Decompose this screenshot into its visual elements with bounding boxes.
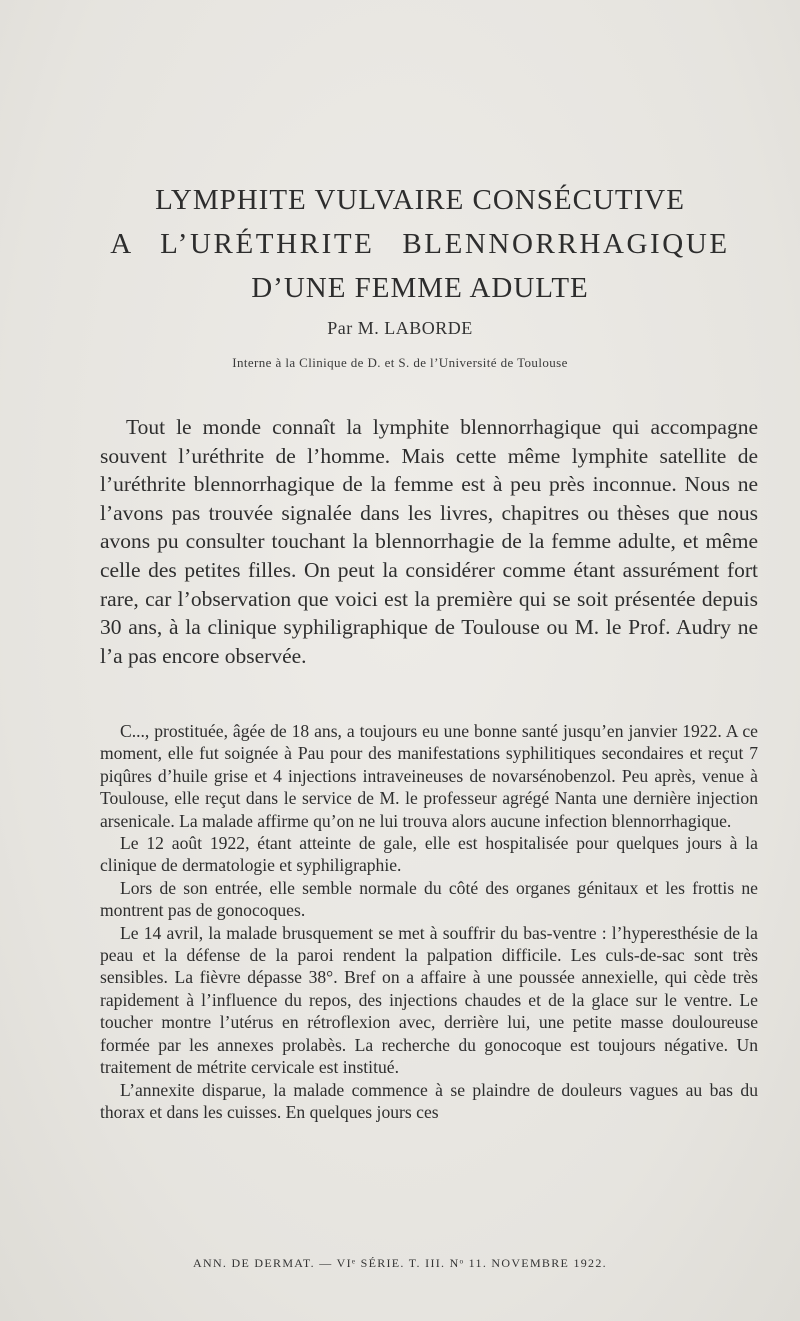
- article-title: [100, 178, 740, 310]
- body-paragraph-2: Le 12 août 1922, étant atteinte de gale, elle est hospitalisée pour quelques jours à la clinique de dermatologie et syphiligraphie.: [100, 833, 758, 876]
- article-body: [100, 720, 758, 1123]
- body-paragraph-5: L’annexite disparue, la malade commence à se plaindre de douleurs vagues au bas du thorax et dans les cuisses. En quelques jours ces: [100, 1079, 758, 1122]
- title-line-3: D’UNE FEMME ADULTE: [251, 272, 589, 304]
- author-line: Par M. LABORDE: [327, 318, 473, 338]
- body-paragraph-4: Le 14 avril, la malade brusquement se met à souffrir du bas-ventre : l’hyperesthésie de la peau et la défense de la paroi rendent la palpation difficile. Les culs-de-sac sont très sensibles. La fièvre dépasse 38°. Bref on a affaire à une poussée annexielle, qui cède très rapidement à l’influence du repos, des injections chaudes et de la glace sur le ventre. Le toucher montre l’utérus en rétroflexion avec, derrière lui, une petite masse douloureuse formée par les annexes prolabès. La recherche du gonocoque est toujours négative. Un traitement de métrite cervicale est institué.: [100, 922, 758, 1078]
- title-line-2: A L’URÉTHRITE BLENNORRHAGIQUE: [110, 228, 730, 260]
- page-footer: ANN. DE DERMAT. — VIᵉ SÉRIE. T. III. Nᵒ 11. NOVEMBRE 1922.: [193, 1256, 607, 1270]
- body-paragraph-3: Lors de son entrée, elle semble normale du côté des organes génitaux et les frottis ne montrent pas de gonocoques.: [100, 877, 758, 921]
- author-affiliation: Interne à la Clinique de D. et S. de l’Université de Toulouse: [232, 355, 568, 370]
- intro-paragraph: Tout le monde connaît la lymphite blennorrhagique qui accompagne souvent l’uréthrite de l’homme. Mais cette même lymphite satellite de l’uréthrite blennorrhagique de la femme est à peu près inconnue. Nous ne l’avons pas trouvée signalée dans les livres, chapitres ou thèses que nous avons pu consulter touchant la blennorrhagie de la femme adulte, et même celle des petites filles. On peut la considérer comme étant assurément fort rare, car l’observation que voici est la première qui se soit présentée depuis 30 ans, à la clinique syphiligraphique de Toulouse ou M. le Prof. Audry ne l’a pas encore observée.: [100, 415, 758, 668]
- title-line-1: LYMPHITE VULVAIRE CONSÉCUTIVE: [155, 184, 685, 216]
- body-paragraph-1: C..., prostituée, âgée de 18 ans, a toujours eu une bonne santé jusqu’en janvier 1922. A ce moment, elle fut soignée à Pau pour des manifestations syphilitiques secondaires et reçut 7 piqûres d’huile grise et 4 injections intraveineuses de novarsénobenzol. Peu après, venue à Toulouse, elle reçut dans le service de M. le professeur agrégé Nanta une dernière injection arsenicale. La malade affirme qu’on ne lui trouva alors aucune infection blennorrhagique.: [100, 721, 758, 831]
